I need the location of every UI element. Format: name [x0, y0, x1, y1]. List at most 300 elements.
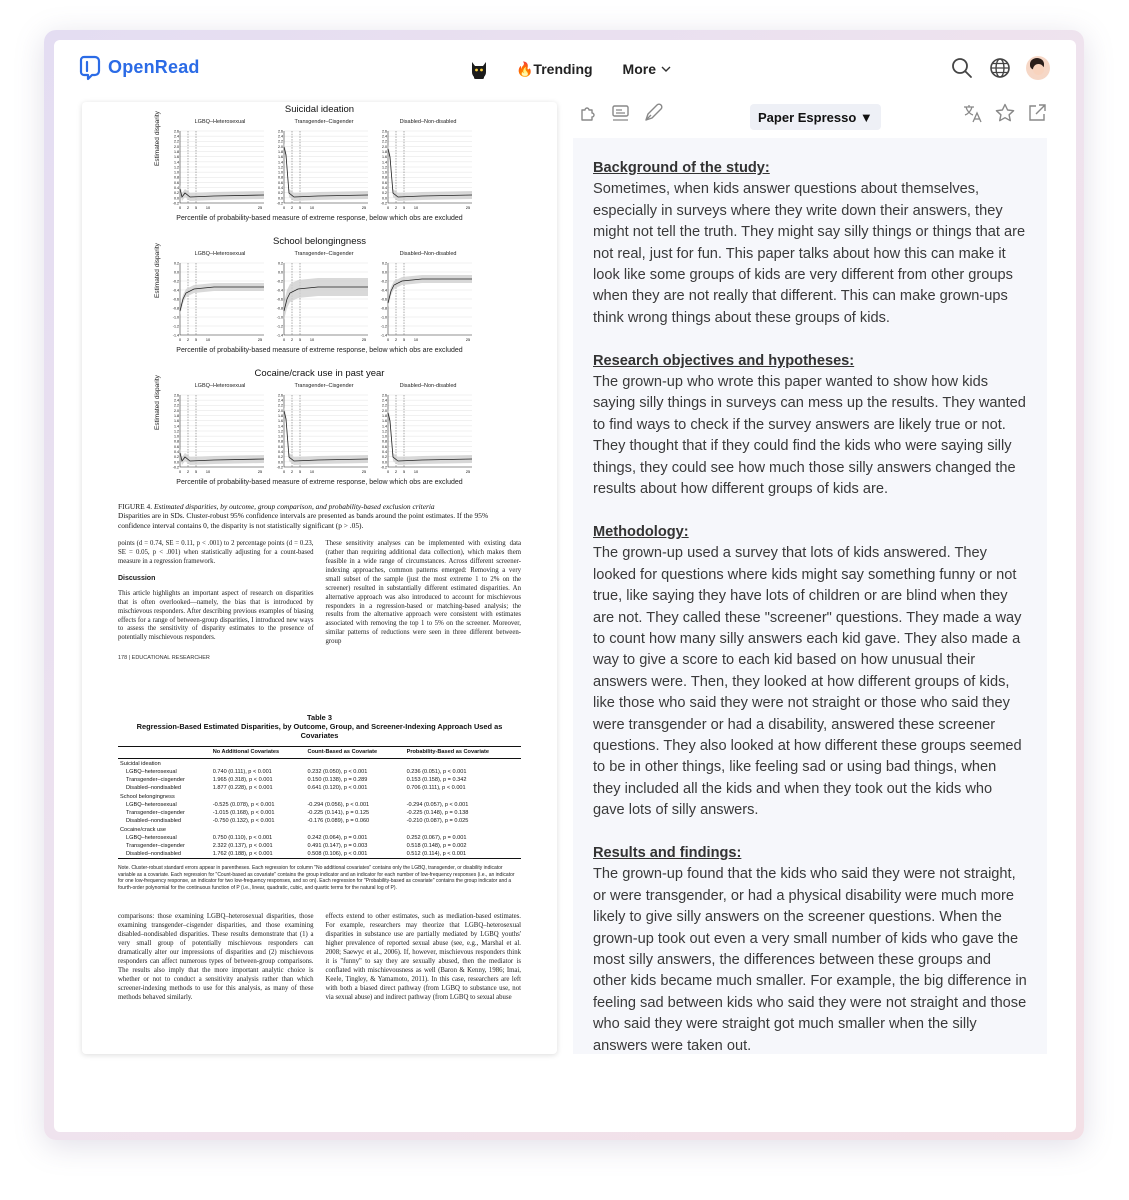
panel-plot — [278, 391, 370, 477]
logo[interactable] — [80, 54, 200, 80]
y-tick-label: 1.2 — [382, 429, 387, 434]
table-cell: 0.491 (0.147), p = 0.003 — [307, 843, 368, 850]
panel-plot — [382, 259, 474, 345]
y-tick-label: -0.2 — [276, 201, 283, 206]
summary-body: The grown-up who wrote this paper wanted to show how kids saying silly things in surveys can mess up the results. They wanted to find ways to check if the survey answers are likely true or not. They thought that if they could find the kids who were saying silly things, they could see how much those silly answers changed the results about how different groups of kids are. — [593, 374, 1026, 498]
x-tick-label: 5 — [298, 206, 302, 210]
summary-body: The grown-up used a survey that lots of kids answered. They looked for questions where kids might say something funny or not true, like saying they have lots of children or are blind when they are not. They called these "screener" questions. They made a way to count how many silly answers each kid gave. They also made a way to give a score to each kid based on how unusual their answers were. Then, they looked at how different groups of kids, like those who said they were not straight or those who said they were transgender or had a disability, answered these screener questions. They also looked at how different these groups seemed to be in other things, like feeling sad or using bad things, when they included all the kids and when they took out the kids who gave lots of silly answers. — [593, 545, 1022, 819]
nav-right — [950, 56, 1050, 80]
chart-panel — [382, 251, 474, 345]
panel-label: Disabled–Non-disabled — [399, 383, 457, 389]
y-tick-label: 1.0 — [278, 170, 283, 175]
x-tick-label: 10 — [413, 470, 419, 474]
table-cell: 0.641 (0.120), p < 0.001 — [307, 785, 368, 792]
table-subtitle: Regression-Based Estimated Disparities, by Outcome, Group, and Screener-Indexing Approach Used as Covariates — [136, 722, 503, 741]
summary-body: Sometimes, when kids answer questions about themselves, especially in surveys where they write down their answers, they might not tell the truth. They might say silly things or things that are not real, just for fun. This paper talks about how this can make it look like some groups of kids are very different from other groups when they are not really that different. This can make grown-ups think wrong things about these groups of kids. — [593, 181, 1026, 326]
y-tick-label: 0.2 — [174, 261, 179, 266]
table-group-label: Suicidal ideation — [120, 761, 161, 768]
table-cell: Disabled–nondisabled — [126, 818, 182, 825]
y-tick-label: 0.0 — [278, 460, 283, 465]
y-tick-label: 0.2 — [174, 455, 179, 460]
y-tick-label: 1.6 — [278, 155, 283, 160]
x-tick-label: 10 — [205, 338, 211, 342]
table-row — [118, 784, 521, 792]
y-tick-label: 2.2 — [382, 403, 387, 408]
fig-caption-rest: Disparities are in SDs. Cluster-robust 95% confidence intervals are presented as bands around the point estimates. If the 95% confidence interval contains 0, the disparity is not statistically significant (p > .05). — [118, 511, 489, 530]
summary-toolbar — [578, 102, 1048, 136]
summary-section — [593, 158, 1027, 329]
estimate-line — [388, 149, 472, 197]
x-tick-label: 25 — [361, 206, 367, 210]
y-tick-label: 0.2 — [382, 261, 387, 266]
x-tick-label: 5 — [298, 338, 302, 342]
y-tick-label: 1.2 — [174, 429, 179, 434]
table-group-label: School belongingness — [120, 794, 175, 801]
y-tick-label: 2.2 — [382, 139, 387, 144]
x-tick-label: 2 — [290, 206, 294, 210]
y-tick-label: 0.8 — [174, 175, 179, 180]
panel-plot — [382, 127, 474, 213]
y-tick-label: 1.8 — [382, 413, 387, 418]
body-columns — [82, 530, 557, 647]
y-tick-label: 2.6 — [382, 129, 387, 134]
x-tick-label: 10 — [205, 470, 211, 474]
table-cell: 0.236 (0.051), p < 0.001 — [406, 769, 467, 776]
table-row — [118, 809, 521, 817]
chart-panel — [174, 119, 266, 213]
table-header-cell — [118, 747, 211, 759]
x-tick-label: 2 — [290, 470, 294, 474]
x-tick-label: 0 — [282, 338, 286, 342]
chart-xlabel: Percentile of probability-based measure of extreme response, below which obs are excluded — [176, 347, 463, 354]
y-tick-label: 2.4 — [278, 398, 283, 403]
table-cell: -0.225 (0.141), p = 0.125 — [307, 810, 370, 817]
y-tick-label: -0.2 — [172, 279, 179, 284]
table-row — [118, 834, 521, 842]
chart-xlabel: Percentile of probability-based measure of extreme response, below which obs are excluded — [176, 215, 463, 222]
panel-plot — [174, 127, 266, 213]
y-tick-label: -1.2 — [380, 324, 387, 329]
y-tick-label: 0.8 — [174, 439, 179, 444]
y-tick-label: 1.8 — [382, 149, 387, 154]
y-tick-label: 0.0 — [174, 196, 179, 201]
avatar[interactable] — [1026, 56, 1050, 80]
figure-chart — [82, 366, 557, 498]
y-tick-label: -1.4 — [380, 333, 387, 338]
y-tick-label: 2.4 — [278, 134, 283, 139]
y-tick-label: -0.4 — [380, 288, 387, 293]
y-tick-label: 2.4 — [382, 134, 387, 139]
confidence-band — [388, 275, 472, 307]
table-body — [118, 759, 521, 859]
y-tick-label: 1.2 — [174, 165, 179, 170]
y-tick-label: -0.2 — [380, 279, 387, 284]
results-table — [118, 746, 521, 859]
y-tick-label: 0.4 — [382, 185, 387, 190]
table-row — [118, 842, 521, 850]
fig-caption-italic: Estimated disparities, by outcome, group comparison, and probability-based exclusion criteria — [153, 502, 435, 511]
y-tick-label: 2.0 — [174, 408, 179, 413]
bottom-columns — [82, 891, 557, 1002]
chart-title: School belongingness — [273, 236, 366, 247]
y-tick-label: 1.6 — [174, 419, 179, 424]
y-tick-label: 0.0 — [382, 270, 387, 275]
chart-panel — [382, 383, 474, 477]
app-name: OpenRead — [108, 56, 200, 77]
y-tick-label: 2.6 — [278, 129, 283, 134]
table-group-label: Cocaine/crack use — [120, 827, 167, 834]
summary-panel[interactable] — [573, 138, 1047, 1054]
y-tick-label: -0.6 — [380, 297, 387, 302]
table-cell: LGBQ–heterosexual — [126, 802, 177, 809]
x-tick-label: 5 — [194, 338, 198, 342]
pdf-page[interactable] — [82, 102, 557, 1054]
y-tick-label: 1.2 — [278, 429, 283, 434]
y-tick-label: 1.4 — [278, 160, 283, 165]
chevron-down-icon — [660, 63, 672, 75]
table-row — [118, 792, 521, 801]
table-cell: 0.512 (0.114), p < 0.001 — [405, 850, 521, 859]
panel-label: LGBQ–Heterosexual — [194, 251, 246, 257]
y-tick-label: -1.4 — [276, 333, 283, 338]
y-tick-label: 1.6 — [382, 419, 387, 424]
table-row — [118, 801, 521, 809]
table-cell: 1.877 (0.228), p < 0.001 — [212, 785, 273, 792]
body-column-right — [326, 540, 522, 647]
paragraph: This article highlights an important aspect of research on disparities that is often overlooked—namely, the bias that is introduced by mischievous responders. After describing previous examples of biasing effects for a range of between-group disparities, I introduced new ways to assess the sensitivity of disparity estimates to the presence of potentially mischievous responders. — [118, 589, 314, 642]
chart-panel — [278, 119, 370, 213]
external-link-icon[interactable] — [1026, 102, 1048, 124]
y-tick-label: 2.0 — [278, 408, 283, 413]
x-tick-label: 2 — [394, 470, 398, 474]
y-tick-label: 0.2 — [278, 455, 283, 460]
x-tick-label: 0 — [282, 470, 286, 474]
paragraph: comparisons: those examining LGBQ–heterosexual disparities, those examining transgender–cisgender disparities, and those examining disabled–nondisabled disparities. These results demonstrate that (1) a very small group of potentially mischievous responders can dramatically alter our impressions of disparities and (2) mischievous responders can affect numerous types of between-group comparisons. The results also imply that the more important analytic choice is whether or not to conduct a sensitivity analysis rather than which screener-indexing methods to use for this analysis, as many of these methods behaved similarly. — [118, 913, 314, 1001]
y-tick-label: 0.6 — [382, 180, 387, 185]
y-tick-label: 1.2 — [278, 165, 283, 170]
y-tick-label: 1.8 — [278, 413, 283, 418]
y-tick-label: 2.2 — [174, 403, 179, 408]
mode-select[interactable]: Paper Espresso ▼ — [750, 104, 881, 130]
toolbar-left — [578, 102, 664, 124]
panel-label: LGBQ–Heterosexual — [194, 383, 246, 389]
table-title: Table 3 — [307, 713, 332, 723]
y-tick-label: 1.6 — [382, 155, 387, 160]
summary-heading: Background of the study: — [593, 160, 770, 176]
x-tick-label: 5 — [194, 206, 198, 210]
x-tick-label: 0 — [386, 206, 390, 210]
chart-panel — [174, 383, 266, 477]
table-row — [118, 825, 521, 834]
panel-label: Transgender–Cisgender — [294, 119, 354, 125]
panel-plot — [278, 127, 370, 213]
y-tick-label: 1.4 — [382, 160, 387, 165]
y-tick-label: -0.6 — [276, 297, 283, 302]
table-cell: 0.508 (0.106), p < 0.001 — [305, 850, 404, 859]
panel-label: Disabled–Non-disabled — [399, 119, 457, 125]
y-tick-label: 0.4 — [382, 449, 387, 454]
x-tick-label: 5 — [402, 206, 406, 210]
y-tick-label: 2.4 — [382, 398, 387, 403]
y-tick-label: 2.4 — [174, 134, 179, 139]
table-cell: 0.242 (0.064), p = 0.001 — [307, 835, 368, 842]
top-nav — [54, 40, 1076, 102]
pen-icon[interactable] — [642, 102, 664, 124]
y-tick-label: -0.2 — [276, 465, 283, 470]
y-tick-label: -1.0 — [380, 315, 387, 320]
y-tick-label: 0.4 — [278, 449, 283, 454]
x-tick-label: 25 — [465, 338, 471, 342]
table-cell: 1.762 (0.188), p < 0.001 — [211, 850, 306, 859]
y-tick-label: 0.8 — [278, 439, 283, 444]
x-tick-label: 25 — [465, 470, 471, 474]
y-tick-label: 1.8 — [174, 413, 179, 418]
y-tick-label: 1.0 — [382, 434, 387, 439]
x-tick-label: 0 — [386, 470, 390, 474]
table-cell: 0.150 (0.138), p = 0.289 — [307, 777, 368, 784]
y-tick-label: 1.4 — [174, 424, 179, 429]
chart-panel — [174, 251, 266, 345]
nav-center — [468, 58, 702, 80]
y-tick-label: 0.0 — [382, 460, 387, 465]
table-cell: -0.176 (0.089), p = 0.060 — [307, 818, 370, 825]
chat-icon[interactable] — [610, 102, 632, 124]
y-tick-label: -0.4 — [172, 288, 179, 293]
panel-plot — [278, 259, 370, 345]
y-tick-label: 0.8 — [382, 439, 387, 444]
y-tick-label: -0.8 — [172, 306, 179, 311]
table-cell: 0.232 (0.050), p < 0.001 — [307, 769, 368, 776]
chart-ylabel: Estimated disparity — [154, 111, 161, 166]
x-tick-label: 25 — [257, 470, 263, 474]
y-tick-label: -0.6 — [172, 297, 179, 302]
figure-chart — [82, 234, 557, 366]
y-tick-label: 2.6 — [174, 393, 179, 398]
y-tick-label: 0.0 — [278, 196, 283, 201]
table-header-cell: Probability-Based as Covariate — [405, 747, 521, 759]
nav-more[interactable] — [623, 61, 672, 77]
table-cell: Disabled–nondisabled — [118, 850, 211, 859]
y-tick-label: -0.8 — [276, 306, 283, 311]
y-tick-label: -0.2 — [380, 201, 387, 206]
y-tick-label: -1.2 — [172, 324, 179, 329]
panel-label: Disabled–Non-disabled — [399, 251, 457, 257]
table-row — [118, 759, 521, 769]
y-tick-label: 2.6 — [174, 129, 179, 134]
y-tick-label: 0.2 — [278, 261, 283, 266]
y-tick-label: 0.6 — [174, 444, 179, 449]
table-cell: 2.322 (0.137), p < 0.001 — [212, 843, 273, 850]
x-tick-label: 0 — [178, 338, 182, 342]
chart-panel — [382, 119, 474, 213]
y-tick-label: -0.4 — [276, 288, 283, 293]
table-cell: 0.750 (0.110), p < 0.001 — [212, 835, 273, 842]
table-cell: -0.225 (0.148), p = 0.138 — [406, 810, 469, 817]
table-cell: -0.210 (0.087), p = 0.025 — [406, 818, 469, 825]
estimate-line — [388, 413, 472, 461]
x-tick-label: 0 — [178, 206, 182, 210]
chart-panel — [278, 383, 370, 477]
y-tick-label: 0.8 — [278, 175, 283, 180]
y-tick-label: -1.2 — [276, 324, 283, 329]
figure-chart — [82, 102, 557, 234]
x-tick-label: 0 — [386, 338, 390, 342]
y-tick-label: -0.2 — [172, 201, 179, 206]
table-3 — [82, 661, 557, 891]
table-cell: 1.965 (0.318), p < 0.001 — [212, 777, 273, 784]
y-tick-label: 2.0 — [382, 408, 387, 413]
y-tick-label: 1.0 — [278, 434, 283, 439]
x-tick-label: 0 — [282, 206, 286, 210]
puzzle-icon[interactable] — [578, 102, 600, 124]
x-tick-label: 0 — [178, 470, 182, 474]
panel-label: Transgender–Cisgender — [294, 383, 354, 389]
chart-title: Suicidal ideation — [284, 104, 355, 115]
y-tick-label: 0.0 — [174, 460, 179, 465]
table-cell: LGBQ–heterosexual — [126, 835, 177, 842]
chart-xlabel: Percentile of probability-based measure of extreme response, below which obs are excluded — [176, 479, 463, 486]
summary-heading: Research objectives and hypotheses: — [593, 352, 855, 369]
x-tick-label: 5 — [402, 470, 406, 474]
y-tick-label: 2.4 — [174, 398, 179, 403]
page-footer: 178 | EDUCATIONAL RESEARCHER — [118, 655, 210, 662]
y-tick-label: 1.4 — [382, 424, 387, 429]
paragraph: effects extend to other estimates, such as mediation-based estimates. For example, researchers may theorize that LGBQ–heterosexual disparities in substance use are partially mediated by LGBQ youths' higher prevalence of reported sexual abuse (see, e.g., Marshal et al. 2008; Saewyc et al., 2006). If, however, mischievous responders think it is "funny" to say they are sexually abused, then the mediator is conflated with mischievousness as well (Baron & Kenny, 1986; Imai, Keele, Tingley, & Yamamoto, 2011). In this case, researchers are left with both a biased direct pathway (from LGBQ to substance use, not via sexual abuse) and indirect pathway (from LGBQ to sexual abuse — [325, 913, 521, 1001]
table-cell: -0.294 (0.057), p < 0.001 — [406, 802, 469, 809]
y-tick-label: 1.8 — [174, 149, 179, 154]
table-cell: -0.294 (0.056), p < 0.001 — [307, 802, 370, 809]
table-row — [118, 817, 521, 825]
y-tick-label: 1.6 — [278, 419, 283, 424]
chart-title: Cocaine/crack use in past year — [254, 368, 385, 379]
figure-4 — [82, 102, 557, 498]
y-tick-label: 1.0 — [174, 434, 179, 439]
x-tick-label: 25 — [465, 206, 471, 210]
search-icon[interactable] — [950, 56, 974, 80]
summary-body: The grown-up found that the kids who said they were not straight, or were transgender, or had a physical disability were much more likely to give silly answers on the screener questions. When the grown-up took out even a very small number of kids who gave the most silly answers, the differences between these groups and other kids became much smaller. For example, the big difference in feeling sad between kids who said they were not straight and those who said they were straight got much smaller when the silly answers were taken out. — [593, 866, 1027, 1054]
panel-plot — [174, 391, 266, 477]
y-tick-label: 2.0 — [382, 144, 387, 149]
table-row — [118, 850, 521, 859]
x-tick-label: 2 — [186, 206, 190, 210]
summary-section — [593, 522, 1027, 822]
y-tick-label: 0.6 — [174, 180, 179, 185]
y-tick-label: 0.4 — [278, 185, 283, 190]
panel-label: Transgender–Cisgender — [294, 251, 354, 257]
y-tick-label: 1.6 — [174, 155, 179, 160]
table-cell: 0.740 (0.111), p < 0.001 — [212, 769, 272, 776]
table-cell: -1.015 (0.168), p < 0.001 — [212, 810, 275, 817]
openread-logo-icon — [80, 54, 102, 80]
toolbar-right — [962, 102, 1048, 124]
panel-plot — [382, 391, 474, 477]
x-tick-label: 10 — [205, 206, 211, 210]
table-cell: Transgender–cisgender — [126, 810, 185, 817]
y-tick-label: 0.2 — [278, 191, 283, 196]
nav-trending[interactable]: 🔥Trending — [516, 60, 593, 77]
section-heading: Discussion — [118, 574, 156, 582]
y-tick-label: 1.0 — [382, 170, 387, 175]
paragraph: points (d = 0.74, SE = 0.11, p < .001) to 2 percentage points (d = 0.23, SE = 0.05, p < .001) when statistically adjusting for a count-based measure in a regression framework. — [118, 540, 314, 566]
x-tick-label: 2 — [290, 338, 294, 342]
y-tick-label: 0.6 — [278, 180, 283, 185]
y-tick-label: -0.8 — [380, 306, 387, 311]
summary-heading: Results and findings: — [593, 844, 742, 861]
app-window — [54, 40, 1076, 1132]
body-column-left — [118, 540, 314, 647]
table-row — [118, 768, 521, 776]
figure-caption — [82, 498, 557, 530]
star-icon[interactable] — [994, 102, 1016, 124]
x-tick-label: 2 — [186, 338, 190, 342]
table-header-cell: No Additional Covariates — [211, 747, 306, 759]
y-tick-label: 0.6 — [382, 444, 387, 449]
y-tick-label: 2.6 — [382, 393, 387, 398]
x-tick-label: 10 — [309, 470, 315, 474]
table-cell: Disabled–nondisabled — [126, 785, 182, 792]
y-tick-label: 2.2 — [278, 139, 283, 144]
nav-more-label: More — [622, 61, 656, 77]
y-tick-label: 0.4 — [174, 185, 179, 190]
y-tick-label: -0.2 — [380, 465, 387, 470]
table-header-cell: Count-Based as Covariate — [305, 747, 404, 759]
x-tick-label: 25 — [257, 338, 263, 342]
y-tick-label: -0.2 — [276, 279, 283, 284]
x-tick-label: 5 — [298, 470, 302, 474]
summary-section — [593, 843, 1027, 1057]
y-tick-label: 1.0 — [174, 170, 179, 175]
x-tick-label: 25 — [361, 470, 367, 474]
y-tick-label: 1.8 — [278, 149, 283, 154]
x-tick-label: 25 — [361, 338, 367, 342]
translate-icon[interactable] — [962, 102, 984, 124]
cat-mascot-icon[interactable] — [468, 58, 490, 80]
panel-label: LGBQ–Heterosexual — [194, 119, 246, 125]
fig-caption-label: FIGURE 4. — [118, 502, 153, 511]
table-cell: 0.518 (0.148), p = 0.002 — [406, 843, 467, 850]
table-cell: 0.252 (0.067), p = 0.001 — [406, 835, 467, 842]
y-tick-label: 0.2 — [382, 455, 387, 460]
y-tick-label: 1.4 — [278, 424, 283, 429]
y-tick-label: -1.4 — [172, 333, 179, 338]
y-tick-label: 1.2 — [382, 165, 387, 170]
y-tick-label: 0.6 — [278, 444, 283, 449]
table-cell: 0.153 (0.158), p = 0.342 — [406, 777, 467, 784]
y-tick-label: -0.2 — [172, 465, 179, 470]
summary-section — [593, 351, 1027, 501]
y-tick-label: 1.4 — [174, 160, 179, 165]
x-tick-label: 10 — [309, 206, 315, 210]
x-tick-label: 2 — [186, 470, 190, 474]
y-tick-label: 2.6 — [278, 393, 283, 398]
x-tick-label: 25 — [257, 206, 263, 210]
y-tick-label: -1.0 — [172, 315, 179, 320]
table-cell: LGBQ–heterosexual — [126, 769, 177, 776]
y-tick-label: 2.0 — [174, 144, 179, 149]
x-tick-label: 2 — [394, 206, 398, 210]
x-tick-label: 5 — [194, 470, 198, 474]
globe-icon[interactable] — [988, 56, 1012, 80]
y-tick-label: 2.2 — [174, 139, 179, 144]
table-header-row — [118, 747, 521, 759]
x-tick-label: 10 — [309, 338, 315, 342]
panel-plot — [174, 259, 266, 345]
summary-heading: Methodology: — [593, 523, 689, 540]
chart-ylabel: Estimated disparity — [154, 243, 161, 298]
chart-panel — [278, 251, 370, 345]
y-tick-label: 0.8 — [382, 175, 387, 180]
chart-ylabel: Estimated disparity — [154, 375, 161, 430]
